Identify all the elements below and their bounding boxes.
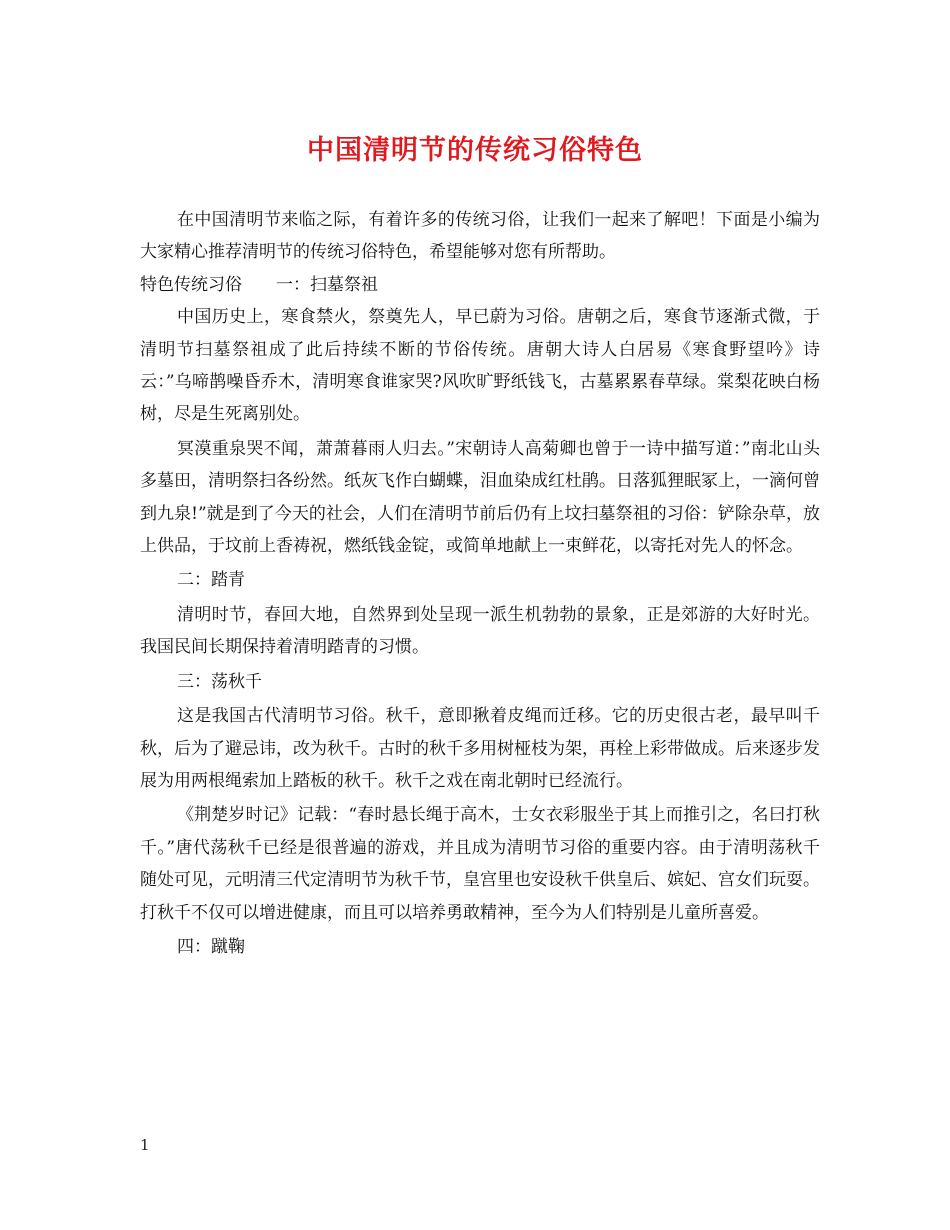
tomb-sweeping-paragraph-1: 中国历史上，寒食禁火，祭奠先人，早已蔚为习俗。唐朝之后，寒食节逐渐式微，于清明节扫墓祭祖成了此后持续不断的节俗传统。唐朝大诗人白居易《寒食野望吟》诗云：”乌啼鹊噪昏乔木，清明寒食谁家哭?风吹旷野纸钱飞，古墓累累春草绿。棠梨花映白杨树，尽是生死离别处。 — [140, 307, 820, 425]
section-heading-spring-outing: 二：踏青 — [177, 570, 245, 591]
document-title: 中国清明节的传统习俗特色 — [307, 135, 643, 166]
swing-paragraph-1: 这是我国古代清明节习俗。秋千，意即揪着皮绳而迁移。它的历史很古老，最早叫千秋，后为了避忌讳，改为秋千。古时的秋千多用树桠枝为架，再栓上彩带做成。后来逐步发展为用两根绳索加上踏板的秋千。秋千之戏在南北朝时已经流行。 — [140, 706, 820, 791]
section-heading-cuju: 四：蹴鞠 — [177, 936, 245, 957]
intro-paragraph: 在中国清明节来临之际，有着许多的传统习俗，让我们一起来了解吧！下面是小编为大家精心推荐清明节的传统习俗特色，希望能够对您有所帮助。 — [140, 210, 820, 263]
spring-outing-paragraph: 清明时节，春回大地，自然界到处呈现一派生机勃勃的景象，正是郊游的大好时光。我国民间长期保持着清明踏青的习惯。 — [140, 604, 820, 658]
section-heading-tomb-sweeping: 特色传统习俗 一：扫墓祭祖 — [140, 274, 378, 295]
swing-paragraph-2: 《荆楚岁时记》记载：“春时悬长绳于高木，士女衣彩服坐于其上而推引之，名曰打秋千。”唐代荡秋千已经是很普遍的游戏，并且成为清明节习俗的重要内容。由于清明荡秋千随处可见，元明清三代定清明节为秋千节，皇宫里也安设秋千供皇后、嫔妃、宫女们玩耍。打秋千不仅可以增进健康，而且可以培养勇敢精神，至今为人们特别是儿童所喜爱。 — [140, 805, 820, 923]
section-heading-swing: 三：荡秋千 — [177, 671, 262, 692]
document-body — [140, 204, 820, 963]
tomb-sweeping-paragraph-2: 冥漠重泉哭不闻，萧萧暮雨人归去。”宋朝诗人高菊卿也曾于一诗中描写道：”南北山头多墓田，清明祭扫各纷然。纸灰飞作白蝴蝶，泪血染成红杜鹃。日落狐狸眠冢上，一滴何曾到九泉!”就是到了今天的社会，人们在清明节前后仍有上坟扫墓祭祖的习俗：铲除杂草，放上供品，于坟前上香祷祝，燃纸钱金锭，或简单地献上一束鲜花，以寄托对先人的怀念。 — [140, 438, 820, 557]
page-number: 1 — [140, 1136, 150, 1154]
